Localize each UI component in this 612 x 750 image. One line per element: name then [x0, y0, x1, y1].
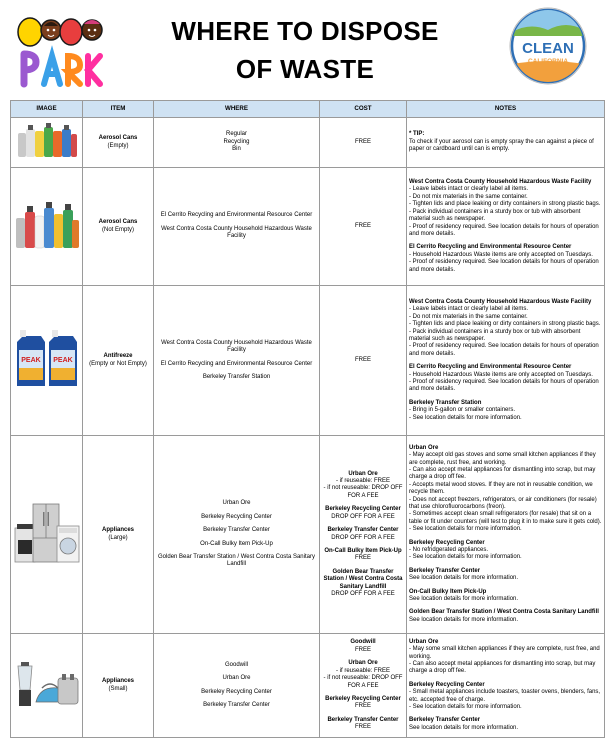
- cost-heading: Berkeley Transfer Center: [327, 716, 399, 723]
- notes-line: - May accept old gas stoves and some small kitchen appliances if they are complete, rust free, and working.: [409, 452, 596, 466]
- notes-heading: On-Call Bulky Item Pick-Up: [409, 588, 487, 595]
- notes-cell: [407, 436, 605, 634]
- notes-line: - Proof of residency required. See location details for hours of operation and more details.: [409, 259, 599, 273]
- where-line: Berkeley Recycling Center: [201, 688, 272, 695]
- where-line: El Cerrito Recycling and Environmental Resource Center: [160, 360, 313, 367]
- disposal-table: [10, 100, 605, 738]
- notes-heading: Urban Ore: [409, 638, 439, 645]
- column-header-image: IMAGE: [11, 101, 83, 118]
- clean-california-badge: [508, 6, 588, 86]
- cost-heading: Golden Bear Transfer Station / West Contra Costa Sanitary Landfill: [323, 568, 403, 590]
- gogopark-logo: [16, 10, 106, 90]
- notes-line: - Pack individual containers in a sturdy box or tub with absorbent material such as newspaper.: [409, 328, 581, 342]
- cost-line: FREE: [354, 646, 371, 653]
- cost-cell: FREE: [320, 118, 407, 168]
- where-cell: [154, 436, 320, 634]
- notes-line: See location details for more information.: [409, 596, 519, 603]
- page-title-line-2: OF WASTE: [235, 54, 375, 84]
- item-name: Antifreeze: [103, 353, 133, 360]
- notes-line: - May some small kitchen appliances if they are complete, rust free, and working.: [409, 646, 600, 660]
- item-condition: (Not Empty): [101, 226, 134, 233]
- cost-heading: On-Call Bulky Item Pick-Up: [324, 547, 402, 554]
- cost-line: FREE: [354, 724, 371, 731]
- aerosol-cans-image: [14, 121, 80, 161]
- notes-line: - Pack individual containers in a sturdy box or tub with absorbent material such as newspaper.: [409, 208, 581, 223]
- cost-cell: [320, 436, 407, 634]
- image-cell: [11, 286, 83, 436]
- where-cell: [154, 118, 320, 168]
- notes-heading: Berkeley Transfer Center: [409, 567, 481, 574]
- image-cell: [11, 118, 83, 168]
- item-name: Aerosol Cans: [98, 135, 138, 142]
- where-cell: [154, 168, 320, 286]
- gogopark-logo-graphic: [16, 10, 106, 90]
- notes-line: - Household Hazardous Waste items are only accepted on Tuesdays.: [409, 251, 593, 258]
- notes-line: - Can also accept metal appliances for dismantling into scrap, but may charge a drop off fee.: [409, 466, 596, 481]
- notes-line: - See location details for more information.: [409, 554, 522, 561]
- notes-heading: Golden Bear Transfer Station / West Contra Costa Sanitary Landfill: [409, 609, 599, 616]
- clean-logo-word: CLEAN: [522, 40, 574, 57]
- where-line: Goodwill: [224, 661, 248, 668]
- cost-line: FREE: [354, 555, 371, 562]
- item-cell: [83, 634, 154, 738]
- item-cell: [83, 168, 154, 286]
- item-condition: (Small): [108, 685, 128, 692]
- cost-heading: Urban Ore: [348, 660, 378, 667]
- notes-line: - See location details for more information.: [409, 414, 522, 421]
- notes-heading: Berkeley Recycling Center: [409, 539, 485, 546]
- notes-line: - Tighten lids and place leaking or dirty containers in strong plastic bags.: [409, 201, 601, 208]
- cost-cell: FREE: [320, 168, 407, 286]
- where-line: Golden Bear Transfer Station / West Contra Costa Sanitary Landfill: [158, 553, 315, 568]
- cost-line: - if reuseable: FREE: [335, 478, 391, 485]
- item-cell: [83, 286, 154, 436]
- image-cell: [11, 634, 83, 738]
- where-line: Urban Ore: [222, 675, 251, 682]
- notes-line: - Does not accept freezers, refrigerators, or air conditioners (for resale) that use chlorofluorocarbons (freon).: [409, 496, 597, 510]
- notes-heading: West Contra Costa County Household Hazardous Waste Facility: [409, 179, 592, 186]
- item-cell: [83, 118, 154, 168]
- where-line: Urban Ore: [222, 500, 251, 507]
- notes-line: - Accepts metal wood stoves. If they are not in reusable condition, we recycle them.: [409, 481, 593, 496]
- notes-line: See location details for more information.: [409, 724, 519, 731]
- page-title: [140, 12, 470, 88]
- notes-heading: Berkeley Transfer Station: [409, 399, 482, 406]
- notes-tip-text: To check if your aerosol can is empty spray the can against a piece of paper or cardboard until can is empty.: [409, 138, 594, 153]
- notes-heading: West Contra Costa County Household Hazardous Waste Facility: [409, 298, 592, 305]
- svg-text:PEAK: PEAK: [21, 356, 41, 364]
- cost-heading: Berkeley Recycling Center: [325, 695, 401, 702]
- notes-line: - Bring in 5-gallon or smaller containers.: [409, 407, 516, 414]
- item-name: Appliances: [101, 678, 134, 685]
- large-appliances-image: [13, 498, 81, 568]
- column-header-notes: NOTES: [407, 101, 605, 118]
- notes-cell: [407, 286, 605, 436]
- notes-heading: El Cerrito Recycling and Environmental Resource Center: [409, 364, 572, 371]
- notes-line: - Sometimes accept clean small refrigerators (for resale) that sit on a table or fit under counters (will test to plug it in to make sure it gets cold).: [409, 511, 602, 525]
- cost-cell: [320, 634, 407, 738]
- page-header: [0, 0, 612, 100]
- notes-heading: Berkeley Recycling Center: [409, 681, 485, 688]
- notes-line: - Do not mix materials in the same container.: [409, 313, 528, 320]
- where-line: West Contra Costa County Household Hazardous Waste Facility: [161, 339, 312, 354]
- notes-line: - Proof of residency required. See location details for hours of operation and more details.: [409, 379, 599, 393]
- notes-line: - Proof of residency required. See location details for hours of operation and more details.: [409, 343, 599, 357]
- notes-line: - Leave labels intact or clearly label all items.: [409, 306, 529, 313]
- table-row: [11, 436, 605, 634]
- cost-line: FREE: [354, 703, 371, 710]
- notes-line: - See location details for more information.: [409, 526, 522, 533]
- where-line: Regular: [225, 131, 247, 138]
- notes-line: - See location details for more information.: [409, 704, 522, 711]
- notes-line: - Leave labels intact or clearly label all items.: [409, 186, 529, 193]
- notes-line: See location details for more information.: [409, 575, 519, 582]
- notes-line: - Household Hazardous Waste items are only accepted on Tuesdays.: [409, 371, 593, 378]
- notes-line: - Can also accept metal appliances for dismantling into scrap, but may charge a drop off fee.: [409, 660, 596, 675]
- cost-line: DROP OFF FOR A FEE: [331, 534, 395, 541]
- notes-line: - Do not mix materials in the same container.: [409, 193, 528, 200]
- cost-heading: Berkeley Recycling Center: [325, 506, 401, 513]
- notes-line: See location details for more information.: [409, 616, 519, 623]
- california-logo-word: CALIFORNIA: [527, 58, 569, 65]
- cost-cell: FREE: [320, 286, 407, 436]
- where-line: Berkeley Transfer Station: [202, 373, 271, 380]
- where-line: Recycling: [223, 138, 250, 145]
- cost-heading: Goodwill: [350, 639, 376, 646]
- table-row: [11, 118, 605, 168]
- image-cell: [11, 436, 83, 634]
- where-line: Berkeley Recycling Center: [201, 513, 272, 520]
- item-cell: [83, 436, 154, 634]
- where-line: Bin: [232, 146, 241, 153]
- clean-california-logo: [508, 6, 588, 86]
- notes-line: - Small metal appliances include toasters, toaster ovens, blenders, fans, etc. accepted free of charge.: [409, 689, 601, 703]
- cost-line: - if reuseable: FREE: [335, 667, 391, 674]
- notes-line: - No refridgerated appliances.: [409, 547, 489, 554]
- where-line: West Contra Costa County Household Hazardous Waste Facility: [161, 225, 312, 240]
- table-header-row: [11, 101, 605, 118]
- svg-text:PEAK: PEAK: [53, 356, 73, 364]
- where-line: El Cerrito Recycling and Environmental Resource Center: [160, 212, 313, 219]
- notes-heading: Urban Ore: [409, 444, 439, 451]
- notes-line: - Tighten lids and place leaking or dirty containers in strong plastic bags.: [409, 321, 601, 328]
- table-row: [11, 286, 605, 436]
- notes-heading: El Cerrito Recycling and Environmental Resource Center: [409, 244, 572, 251]
- column-header-where: WHERE: [154, 101, 320, 118]
- column-header-cost: COST: [320, 101, 407, 118]
- table-row: [11, 634, 605, 738]
- aerosol-cans-image: [14, 198, 80, 252]
- notes-heading: Berkeley Transfer Center: [409, 717, 481, 724]
- item-condition: (Large): [108, 534, 128, 541]
- notes-cell: [407, 168, 605, 286]
- notes-line: - Proof of residency required. See location details for hours of operation and more details.: [409, 223, 599, 237]
- notes-cell: [407, 118, 605, 168]
- where-line: Berkeley Transfer Center: [203, 701, 270, 708]
- where-cell: [154, 634, 320, 738]
- cost-line: DROP OFF FOR A FEE: [331, 590, 395, 597]
- table-row: [11, 168, 605, 286]
- where-line: Berkeley Transfer Center: [203, 527, 270, 534]
- item-condition: (Empty or Not Empty): [89, 360, 147, 367]
- cost-heading: Urban Ore: [348, 470, 378, 477]
- page-title-line-1: WHERE TO DISPOSE: [171, 16, 439, 46]
- cost-line: - if not reuseable: DROP OFF FOR A FEE: [323, 675, 403, 689]
- antifreeze-jugs-image: [13, 328, 81, 390]
- item-condition: (Empty): [107, 142, 129, 149]
- item-name: Appliances: [101, 527, 134, 534]
- notes-cell: [407, 634, 605, 738]
- image-cell: [11, 168, 83, 286]
- column-header-item: ITEM: [83, 101, 154, 118]
- cost-line: - if not reuseable: DROP OFF FOR A FEE: [323, 485, 403, 499]
- where-line: On-Call Bulky Item Pick-Up: [200, 540, 273, 547]
- notes-tip-label: * TIP:: [409, 131, 425, 138]
- cost-line: DROP OFF FOR A FEE: [331, 513, 395, 520]
- cost-heading: Berkeley Transfer Center: [327, 527, 399, 534]
- small-appliances-image: [14, 656, 80, 712]
- item-name: Aerosol Cans: [98, 219, 138, 226]
- where-cell: [154, 286, 320, 436]
